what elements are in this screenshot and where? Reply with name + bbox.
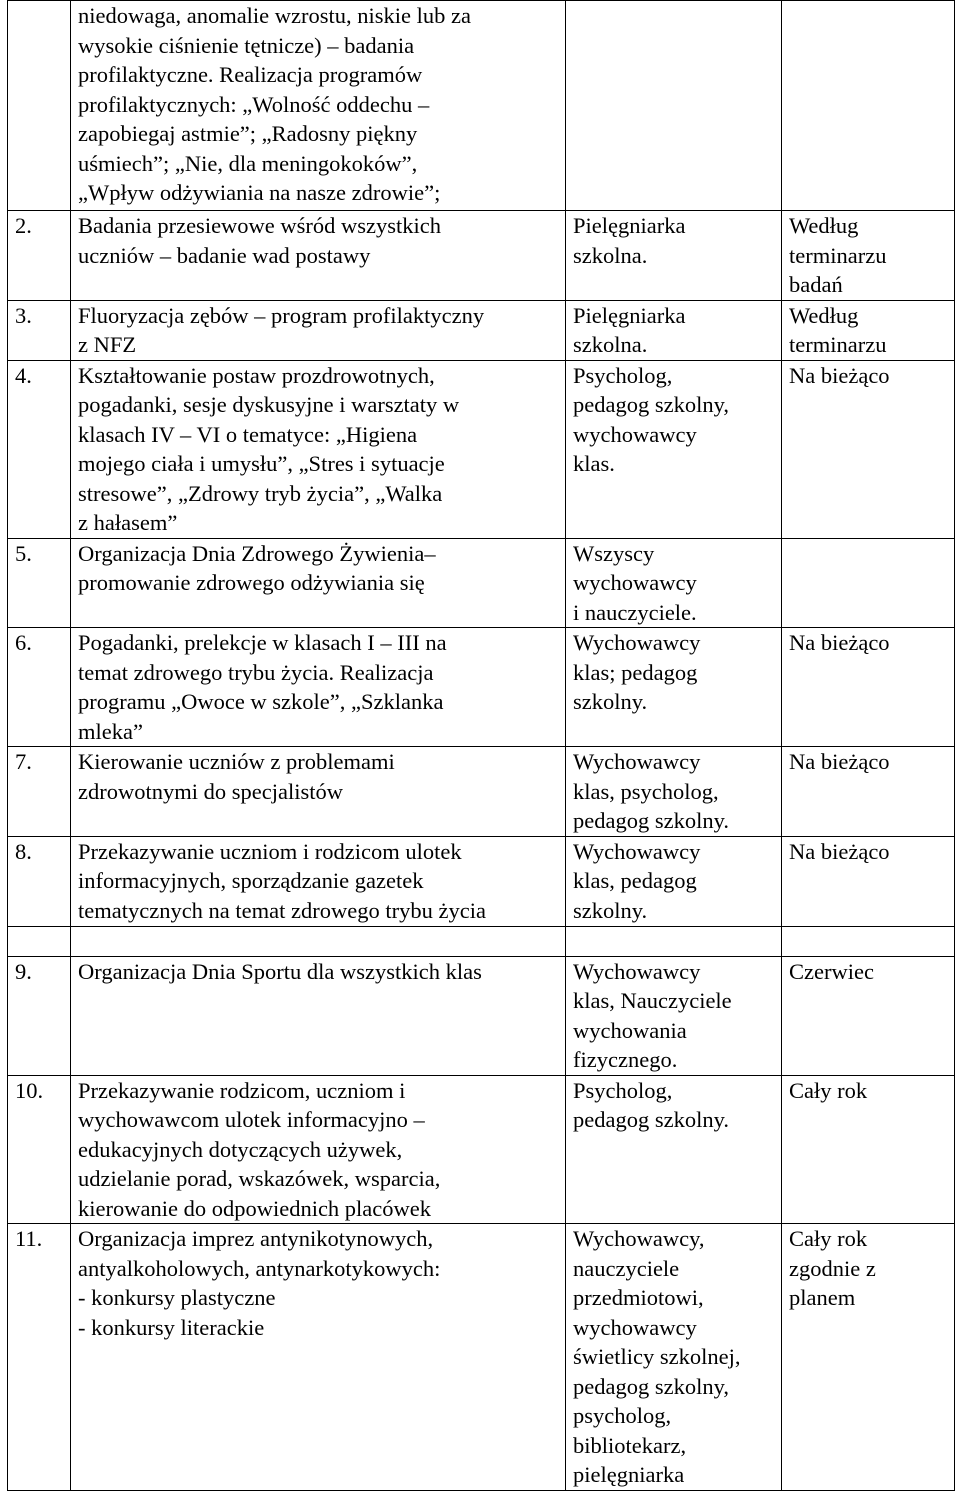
deadline-line: zgodnie z [789, 1255, 876, 1281]
task-line: Organizacja Dnia Zdrowego Żywienia– [78, 540, 436, 566]
responsible-line: Psycholog, [573, 362, 673, 388]
row-number: 3. [8, 300, 71, 360]
responsible-line: psycholog, [573, 1403, 672, 1428]
responsible-line: klas. [573, 451, 615, 476]
task-line: wysokie ciśnienie tętnicze) – badania [78, 32, 415, 58]
table-row [8, 300, 955, 360]
responsible-line: Pielęgniarka [573, 213, 686, 238]
task-line: temat zdrowego trybu życia. Realizacja [78, 659, 434, 685]
responsible-line: pedagog szkolny, [573, 392, 730, 417]
responsible-line: wychowawcy [573, 1314, 697, 1340]
deadline-line: Na bieżąco [789, 362, 890, 388]
deadline-cell [782, 836, 955, 926]
task-cell [71, 926, 566, 956]
task-cell [71, 538, 566, 628]
responsible-line: bibliotekarz, [573, 1432, 687, 1458]
deadline-cell [782, 1075, 955, 1224]
responsible-line: Pielęgniarka [573, 302, 686, 328]
task-line: Fluoryzacja zębów – program profilaktyczny [78, 302, 485, 328]
task-cell [71, 1075, 566, 1224]
responsible-line: pedagog szkolny. [573, 1107, 730, 1132]
responsible-line: klas, Nauczyciele [573, 988, 732, 1013]
deadline-line: Według [789, 302, 859, 328]
responsible-line: Wychowawcy [573, 749, 701, 774]
responsible-cell [566, 747, 782, 837]
task-line: - konkursy plastyczne [78, 1285, 276, 1310]
responsible-line: szkolna. [573, 242, 648, 268]
task-line: stresowe”, „Zdrowy tryb życia”, „Walka [78, 480, 443, 506]
deadline-cell [782, 300, 955, 360]
task-line: mleka” [78, 718, 143, 744]
task-line: tematycznych na temat zdrowego trybu życia [78, 897, 486, 923]
task-line: Pogadanki, prelekcje w klasach I – III na [78, 630, 447, 655]
responsible-cell [566, 211, 782, 301]
task-line: mojego ciała i umysłu”, „Stres i sytuacje [78, 451, 445, 476]
responsible-cell [566, 956, 782, 1075]
responsible-line: Wychowawcy [573, 630, 701, 655]
responsible-line: klas; pedagog [573, 659, 698, 685]
task-cell [71, 300, 566, 360]
responsible-line: Wychowawcy [573, 838, 701, 864]
deadline-line: Na bieżąco [789, 838, 890, 864]
responsible-cell [566, 538, 782, 628]
task-line: informacyjnych, sporządzanie gazetek [78, 868, 424, 893]
responsible-cell [566, 926, 782, 956]
responsible-cell [566, 300, 782, 360]
table-row [8, 1224, 955, 1491]
responsible-line: świetlicy szkolnej, [573, 1344, 741, 1369]
task-cell [71, 1224, 566, 1491]
deadline-line: Cały rok [789, 1226, 868, 1251]
task-cell [71, 360, 566, 538]
task-line: uśmiech”; „Nie, dla meningokoków”, [78, 150, 418, 176]
row-number: 5. [8, 538, 71, 628]
task-line: udzielanie porad, wskazówek, wsparcia, [78, 1166, 441, 1191]
deadline-line: planem [789, 1285, 856, 1310]
row-number: 8. [8, 836, 71, 926]
task-line: wychowawcom ulotek informacyjno – [78, 1107, 425, 1132]
responsible-line: pielęgniarka [573, 1462, 685, 1487]
task-line: Kształtowanie postaw prozdrowotnych, [78, 362, 435, 388]
row-number: 6. [8, 628, 71, 747]
responsible-cell [566, 1, 782, 211]
responsible-line: pedagog szkolny. [573, 808, 730, 833]
deadline-line: Na bieżąco [789, 749, 890, 774]
task-line: programu „Owoce w szkole”, „Szklanka [78, 689, 444, 714]
task-line: - konkursy literackie [78, 1314, 265, 1340]
deadline-cell [782, 956, 955, 1075]
deadline-line: Czerwiec [789, 958, 874, 984]
task-line: „Wpływ odżywiania na nasze zdrowie”; [78, 180, 441, 205]
responsible-line: Wychowawcy [573, 958, 701, 984]
task-line: zapobiegaj astmie”; „Radosny piękny [78, 121, 418, 146]
responsible-cell [566, 360, 782, 538]
table-row [8, 538, 955, 628]
table-row [8, 1, 955, 211]
table-row [8, 628, 955, 747]
deadline-cell [782, 1224, 955, 1491]
task-line: Przekazywanie uczniom i rodzicom ulotek [78, 838, 462, 864]
deadline-cell [782, 538, 955, 628]
task-line: edukacyjnych dotyczących używek, [78, 1136, 403, 1162]
row-number: 4. [8, 360, 71, 538]
deadline-cell [782, 360, 955, 538]
task-line: niedowaga, anomalie wzrostu, niskie lub za [78, 3, 472, 28]
responsible-line: i nauczyciele. [573, 599, 697, 625]
responsible-line: Wychowawcy, [573, 1226, 705, 1251]
task-line: Organizacja Dnia Sportu dla wszystkich klas [78, 958, 482, 984]
deadline-line: badań [789, 272, 843, 297]
task-line: zdrowotnymi do specjalistów [78, 778, 343, 804]
responsible-line: Wszyscy [573, 540, 655, 566]
deadline-cell [782, 211, 955, 301]
table-row [8, 836, 955, 926]
task-cell [71, 211, 566, 301]
responsible-line: klas, pedagog [573, 868, 697, 893]
task-line: pogadanki, sesje dyskusyjne i warsztaty w [78, 392, 460, 417]
task-cell [71, 956, 566, 1075]
table-body [8, 1, 955, 1491]
responsible-cell [566, 1224, 782, 1491]
responsible-line: Psycholog, [573, 1077, 673, 1103]
task-line: antyalkoholowych, antynarkotykowych: [78, 1255, 441, 1281]
table-row [8, 211, 955, 301]
task-line: Przekazywanie rodzicom, uczniom i [78, 1077, 406, 1103]
row-number: 7. [8, 747, 71, 837]
deadline-line: terminarzu [789, 332, 887, 357]
task-cell [71, 747, 566, 837]
responsible-cell [566, 628, 782, 747]
task-cell [71, 1, 566, 211]
deadline-cell [782, 628, 955, 747]
table-row [8, 1075, 955, 1224]
responsible-line: wychowawcy [573, 421, 697, 447]
responsible-line: pedagog szkolny, [573, 1373, 730, 1399]
responsible-line: szkolny. [573, 689, 648, 714]
deadline-cell [782, 926, 955, 956]
deadline-cell [782, 1, 955, 211]
row-number [8, 1, 71, 211]
task-line: z hałasem” [78, 510, 178, 535]
responsible-cell [566, 836, 782, 926]
task-line: promowanie zdrowego odżywiania się [78, 570, 425, 595]
row-number: 10. [8, 1075, 71, 1224]
responsible-line: nauczyciele [573, 1255, 680, 1281]
responsible-line: wychowania [573, 1017, 687, 1043]
row-number: 9. [8, 956, 71, 1075]
task-line: uczniów – badanie wad postawy [78, 242, 371, 268]
deadline-line: Na bieżąco [789, 630, 890, 655]
deadline-line: Według [789, 213, 859, 238]
row-number: 11. [8, 1224, 71, 1491]
responsible-line: szkolny. [573, 897, 648, 923]
task-line: kierowanie do odpowiednich placówek [78, 1195, 432, 1221]
task-line: klasach IV – VI o tematyce: „Higiena [78, 421, 418, 447]
row-number: 2. [8, 211, 71, 301]
task-line: z NFZ [78, 332, 137, 357]
responsible-line: fizycznego. [573, 1047, 678, 1072]
task-cell [71, 836, 566, 926]
task-line: Badania przesiewowe wśród wszystkich [78, 213, 442, 238]
table-row [8, 747, 955, 837]
table-row [8, 956, 955, 1075]
task-line: profilaktycznych: „Wolność oddechu – [78, 91, 430, 117]
deadline-cell [782, 747, 955, 837]
table-row [8, 360, 955, 538]
responsible-cell [566, 1075, 782, 1224]
table-row [8, 926, 955, 956]
task-cell [71, 628, 566, 747]
deadline-line: Cały rok [789, 1077, 868, 1103]
task-line: Organizacja imprez antynikotynowych, [78, 1226, 434, 1251]
responsible-line: szkolna. [573, 332, 648, 357]
task-line: Kierowanie uczniów z problemami [78, 749, 395, 774]
responsible-line: przedmiotowi, [573, 1285, 704, 1310]
responsible-line: wychowawcy [573, 570, 697, 595]
responsible-line: klas, psycholog, [573, 778, 719, 804]
health-program-table [7, 0, 955, 1491]
deadline-line: terminarzu [789, 242, 887, 268]
task-line: profilaktyczne. Realizacja programów [78, 62, 423, 87]
row-number [8, 926, 71, 956]
